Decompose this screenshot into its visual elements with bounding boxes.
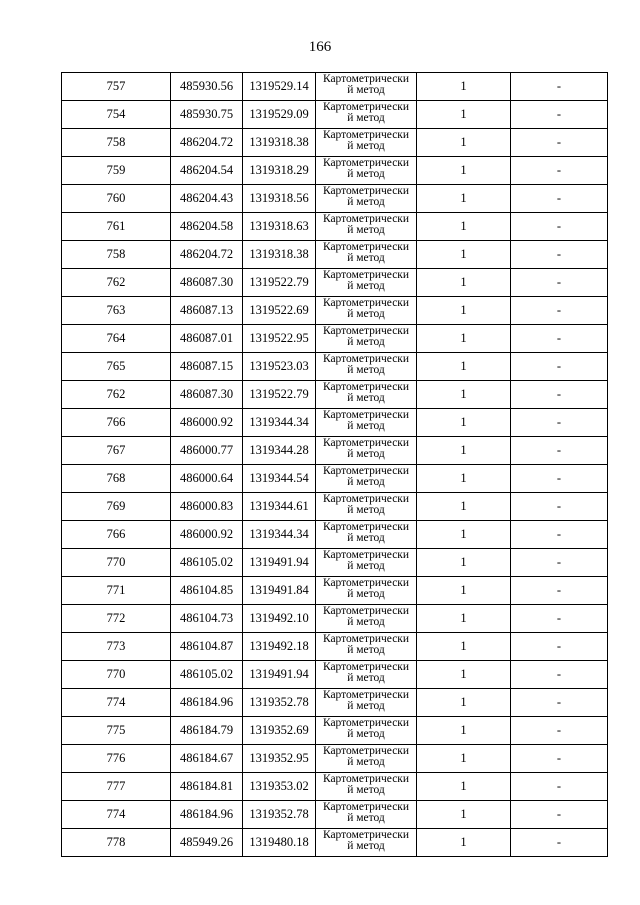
table-row	[62, 353, 608, 381]
point-number-cell: 763	[62, 297, 171, 325]
table-row	[62, 549, 608, 577]
method-cell	[316, 829, 417, 857]
method-text-line2: й метод	[347, 784, 385, 796]
note-cell: -	[511, 157, 608, 185]
y-coordinate-cell: 1319522.79	[243, 269, 316, 297]
point-number-cell: 759	[62, 157, 171, 185]
table-row	[62, 381, 608, 409]
method-cell	[316, 745, 417, 773]
method-text-line2: й метод	[347, 448, 385, 460]
y-coordinate-cell: 1319344.28	[243, 437, 316, 465]
method-cell	[316, 73, 417, 101]
y-coordinate-cell: 1319492.10	[243, 605, 316, 633]
method-cell	[316, 185, 417, 213]
y-coordinate-cell: 1319352.78	[243, 689, 316, 717]
method-text-line2: й метод	[347, 84, 385, 96]
y-coordinate-cell: 1319353.02	[243, 773, 316, 801]
accuracy-cell: 1	[417, 801, 511, 829]
accuracy-cell: 1	[417, 101, 511, 129]
x-coordinate-cell: 486000.92	[171, 521, 243, 549]
note-cell: -	[511, 129, 608, 157]
method-text-line2: й метод	[347, 616, 385, 628]
method-cell	[316, 577, 417, 605]
table-row	[62, 325, 608, 353]
point-number-cell: 771	[62, 577, 171, 605]
method-text-line1: Картометрически	[322, 157, 410, 169]
x-coordinate-cell: 486184.96	[171, 801, 243, 829]
note-cell: -	[511, 353, 608, 381]
x-coordinate-cell: 486000.77	[171, 437, 243, 465]
method-cell	[316, 633, 417, 661]
y-coordinate-cell: 1319529.09	[243, 101, 316, 129]
table-row	[62, 437, 608, 465]
accuracy-cell: 1	[417, 773, 511, 801]
table-row	[62, 689, 608, 717]
note-cell: -	[511, 73, 608, 101]
y-coordinate-cell: 1319491.94	[243, 661, 316, 689]
method-text-line1: Картометрически	[322, 437, 410, 449]
y-coordinate-cell: 1319344.61	[243, 493, 316, 521]
x-coordinate-cell: 485930.56	[171, 73, 243, 101]
point-number-cell: 762	[62, 381, 171, 409]
point-number-cell: 767	[62, 437, 171, 465]
method-text-line1: Картометрически	[322, 717, 410, 729]
accuracy-cell: 1	[417, 241, 511, 269]
y-coordinate-cell: 1319344.34	[243, 521, 316, 549]
table-row	[62, 241, 608, 269]
x-coordinate-cell: 486104.85	[171, 577, 243, 605]
y-coordinate-cell: 1319492.18	[243, 633, 316, 661]
note-cell: -	[511, 381, 608, 409]
method-text-line2: й метод	[347, 476, 385, 488]
x-coordinate-cell: 486184.96	[171, 689, 243, 717]
method-text-line2: й метод	[347, 504, 385, 516]
table-row	[62, 73, 608, 101]
table-row	[62, 661, 608, 689]
note-cell: -	[511, 717, 608, 745]
note-cell: -	[511, 801, 608, 829]
y-coordinate-cell: 1319522.95	[243, 325, 316, 353]
table-row	[62, 829, 608, 857]
x-coordinate-cell: 486087.30	[171, 269, 243, 297]
point-number-cell: 776	[62, 745, 171, 773]
accuracy-cell: 1	[417, 409, 511, 437]
x-coordinate-cell: 486104.87	[171, 633, 243, 661]
method-cell	[316, 549, 417, 577]
accuracy-cell: 1	[417, 493, 511, 521]
note-cell: -	[511, 549, 608, 577]
x-coordinate-cell: 486000.64	[171, 465, 243, 493]
x-coordinate-cell: 486204.58	[171, 213, 243, 241]
x-coordinate-cell: 486087.30	[171, 381, 243, 409]
accuracy-cell: 1	[417, 157, 511, 185]
note-cell: -	[511, 605, 608, 633]
accuracy-cell: 1	[417, 297, 511, 325]
table-row	[62, 717, 608, 745]
note-cell: -	[511, 689, 608, 717]
method-cell	[316, 773, 417, 801]
method-text-line2: й метод	[347, 252, 385, 264]
point-number-cell: 775	[62, 717, 171, 745]
point-number-cell: 773	[62, 633, 171, 661]
x-coordinate-cell: 486087.01	[171, 325, 243, 353]
x-coordinate-cell: 486105.02	[171, 549, 243, 577]
method-cell	[316, 801, 417, 829]
accuracy-cell: 1	[417, 745, 511, 773]
note-cell: -	[511, 745, 608, 773]
method-cell	[316, 493, 417, 521]
table-row	[62, 773, 608, 801]
method-text-line2: й метод	[347, 588, 385, 600]
x-coordinate-cell: 486000.83	[171, 493, 243, 521]
method-text-line1: Картометрически	[322, 73, 410, 85]
accuracy-cell: 1	[417, 129, 511, 157]
method-text-line2: й метод	[347, 644, 385, 656]
y-coordinate-cell: 1319480.18	[243, 829, 316, 857]
method-cell	[316, 521, 417, 549]
method-text-line1: Картометрически	[322, 605, 410, 617]
table-row	[62, 297, 608, 325]
coordinates-table	[61, 72, 608, 857]
method-text-line1: Картометрически	[322, 409, 410, 421]
method-cell	[316, 717, 417, 745]
y-coordinate-cell: 1319491.84	[243, 577, 316, 605]
note-cell: -	[511, 101, 608, 129]
x-coordinate-cell: 486105.02	[171, 661, 243, 689]
method-text-line1: Картометрически	[322, 325, 410, 337]
table-row	[62, 185, 608, 213]
method-text-line1: Картометрически	[322, 661, 410, 673]
point-number-cell: 774	[62, 801, 171, 829]
note-cell: -	[511, 661, 608, 689]
note-cell: -	[511, 521, 608, 549]
note-cell: -	[511, 297, 608, 325]
method-text-line1: Картометрически	[322, 213, 410, 225]
point-number-cell: 760	[62, 185, 171, 213]
method-text-line1: Картометрически	[322, 185, 410, 197]
x-coordinate-cell: 486204.72	[171, 241, 243, 269]
table-row	[62, 409, 608, 437]
note-cell: -	[511, 409, 608, 437]
method-cell	[316, 381, 417, 409]
y-coordinate-cell: 1319523.03	[243, 353, 316, 381]
method-text-line2: й метод	[347, 336, 385, 348]
method-text-line2: й метод	[347, 392, 385, 404]
coordinates-table-body	[62, 73, 608, 857]
point-number-cell: 754	[62, 101, 171, 129]
accuracy-cell: 1	[417, 381, 511, 409]
accuracy-cell: 1	[417, 661, 511, 689]
accuracy-cell: 1	[417, 213, 511, 241]
note-cell: -	[511, 577, 608, 605]
y-coordinate-cell: 1319491.94	[243, 549, 316, 577]
method-cell	[316, 325, 417, 353]
y-coordinate-cell: 1319318.29	[243, 157, 316, 185]
method-text-line1: Картометрически	[322, 773, 410, 785]
accuracy-cell: 1	[417, 689, 511, 717]
point-number-cell: 766	[62, 521, 171, 549]
table-row	[62, 465, 608, 493]
point-number-cell: 758	[62, 129, 171, 157]
method-text-line1: Картометрически	[322, 241, 410, 253]
note-cell: -	[511, 213, 608, 241]
note-cell: -	[511, 241, 608, 269]
accuracy-cell: 1	[417, 437, 511, 465]
table-row	[62, 745, 608, 773]
method-text-line1: Картометрически	[322, 549, 410, 561]
y-coordinate-cell: 1319344.54	[243, 465, 316, 493]
method-text-line2: й метод	[347, 560, 385, 572]
x-coordinate-cell: 486087.13	[171, 297, 243, 325]
x-coordinate-cell: 486204.72	[171, 129, 243, 157]
point-number-cell: 758	[62, 241, 171, 269]
method-cell	[316, 409, 417, 437]
point-number-cell: 770	[62, 549, 171, 577]
y-coordinate-cell: 1319352.95	[243, 745, 316, 773]
method-cell	[316, 689, 417, 717]
table-row	[62, 157, 608, 185]
table-row	[62, 577, 608, 605]
method-text-line2: й метод	[347, 700, 385, 712]
method-cell	[316, 437, 417, 465]
point-number-cell: 761	[62, 213, 171, 241]
method-text-line2: й метод	[347, 280, 385, 292]
point-number-cell: 768	[62, 465, 171, 493]
table-row	[62, 101, 608, 129]
point-number-cell: 774	[62, 689, 171, 717]
table-row	[62, 633, 608, 661]
note-cell: -	[511, 493, 608, 521]
x-coordinate-cell: 486104.73	[171, 605, 243, 633]
method-text-line1: Картометрически	[322, 829, 410, 841]
method-cell	[316, 129, 417, 157]
method-text-line2: й метод	[347, 168, 385, 180]
method-text-line2: й метод	[347, 140, 385, 152]
table-row	[62, 129, 608, 157]
accuracy-cell: 1	[417, 577, 511, 605]
y-coordinate-cell: 1319318.38	[243, 129, 316, 157]
accuracy-cell: 1	[417, 549, 511, 577]
method-text-line1: Картометрически	[322, 101, 410, 113]
y-coordinate-cell: 1319352.69	[243, 717, 316, 745]
method-text-line1: Картометрически	[322, 381, 410, 393]
table-row	[62, 493, 608, 521]
accuracy-cell: 1	[417, 73, 511, 101]
method-text-line2: й метод	[347, 364, 385, 376]
x-coordinate-cell: 486184.79	[171, 717, 243, 745]
method-cell	[316, 241, 417, 269]
method-text-line1: Картометрически	[322, 493, 410, 505]
method-text-line1: Картометрически	[322, 353, 410, 365]
point-number-cell: 769	[62, 493, 171, 521]
y-coordinate-cell: 1319318.56	[243, 185, 316, 213]
point-number-cell: 772	[62, 605, 171, 633]
method-text-line2: й метод	[347, 112, 385, 124]
table-row	[62, 605, 608, 633]
y-coordinate-cell: 1319522.79	[243, 381, 316, 409]
x-coordinate-cell: 485949.26	[171, 829, 243, 857]
method-text-line2: й метод	[347, 756, 385, 768]
method-text-line2: й метод	[347, 420, 385, 432]
y-coordinate-cell: 1319318.38	[243, 241, 316, 269]
note-cell: -	[511, 437, 608, 465]
point-number-cell: 766	[62, 409, 171, 437]
method-text-line1: Картометрически	[322, 521, 410, 533]
accuracy-cell: 1	[417, 325, 511, 353]
method-text-line2: й метод	[347, 840, 385, 852]
note-cell: -	[511, 325, 608, 353]
method-cell	[316, 661, 417, 689]
method-text-line1: Картометрически	[322, 465, 410, 477]
method-cell	[316, 605, 417, 633]
method-text-line1: Картометрически	[322, 745, 410, 757]
method-cell	[316, 465, 417, 493]
method-cell	[316, 269, 417, 297]
method-text-line2: й метод	[347, 672, 385, 684]
method-cell	[316, 353, 417, 381]
note-cell: -	[511, 773, 608, 801]
y-coordinate-cell: 1319352.78	[243, 801, 316, 829]
y-coordinate-cell: 1319522.69	[243, 297, 316, 325]
method-text-line1: Картометрически	[322, 577, 410, 589]
method-text-line2: й метод	[347, 812, 385, 824]
table-row	[62, 521, 608, 549]
method-text-line2: й метод	[347, 532, 385, 544]
method-cell	[316, 101, 417, 129]
accuracy-cell: 1	[417, 185, 511, 213]
x-coordinate-cell: 486000.92	[171, 409, 243, 437]
method-text-line2: й метод	[347, 224, 385, 236]
method-cell	[316, 213, 417, 241]
y-coordinate-cell: 1319318.63	[243, 213, 316, 241]
point-number-cell: 762	[62, 269, 171, 297]
note-cell: -	[511, 633, 608, 661]
table-row	[62, 269, 608, 297]
x-coordinate-cell: 486204.54	[171, 157, 243, 185]
method-text-line1: Картометрически	[322, 129, 410, 141]
x-coordinate-cell: 486087.15	[171, 353, 243, 381]
point-number-cell: 765	[62, 353, 171, 381]
point-number-cell: 777	[62, 773, 171, 801]
page-number: 166	[308, 39, 332, 55]
note-cell: -	[511, 465, 608, 493]
method-text-line1: Картометрически	[322, 801, 410, 813]
method-text-line1: Картометрически	[322, 297, 410, 309]
point-number-cell: 757	[62, 73, 171, 101]
point-number-cell: 770	[62, 661, 171, 689]
accuracy-cell: 1	[417, 269, 511, 297]
x-coordinate-cell: 486204.43	[171, 185, 243, 213]
note-cell: -	[511, 269, 608, 297]
accuracy-cell: 1	[417, 353, 511, 381]
note-cell: -	[511, 185, 608, 213]
accuracy-cell: 1	[417, 717, 511, 745]
method-cell	[316, 157, 417, 185]
method-text-line2: й метод	[347, 728, 385, 740]
y-coordinate-cell: 1319344.34	[243, 409, 316, 437]
method-text-line1: Картометрически	[322, 633, 410, 645]
note-cell: -	[511, 829, 608, 857]
point-number-cell: 764	[62, 325, 171, 353]
point-number-cell: 778	[62, 829, 171, 857]
table-row	[62, 801, 608, 829]
x-coordinate-cell: 486184.67	[171, 745, 243, 773]
method-text-line1: Картометрически	[322, 689, 410, 701]
x-coordinate-cell: 485930.75	[171, 101, 243, 129]
accuracy-cell: 1	[417, 633, 511, 661]
accuracy-cell: 1	[417, 605, 511, 633]
accuracy-cell: 1	[417, 829, 511, 857]
accuracy-cell: 1	[417, 521, 511, 549]
method-text-line2: й метод	[347, 196, 385, 208]
method-text-line1: Картометрически	[322, 269, 410, 281]
table-row	[62, 213, 608, 241]
method-cell	[316, 297, 417, 325]
x-coordinate-cell: 486184.81	[171, 773, 243, 801]
method-text-line2: й метод	[347, 308, 385, 320]
accuracy-cell: 1	[417, 465, 511, 493]
y-coordinate-cell: 1319529.14	[243, 73, 316, 101]
